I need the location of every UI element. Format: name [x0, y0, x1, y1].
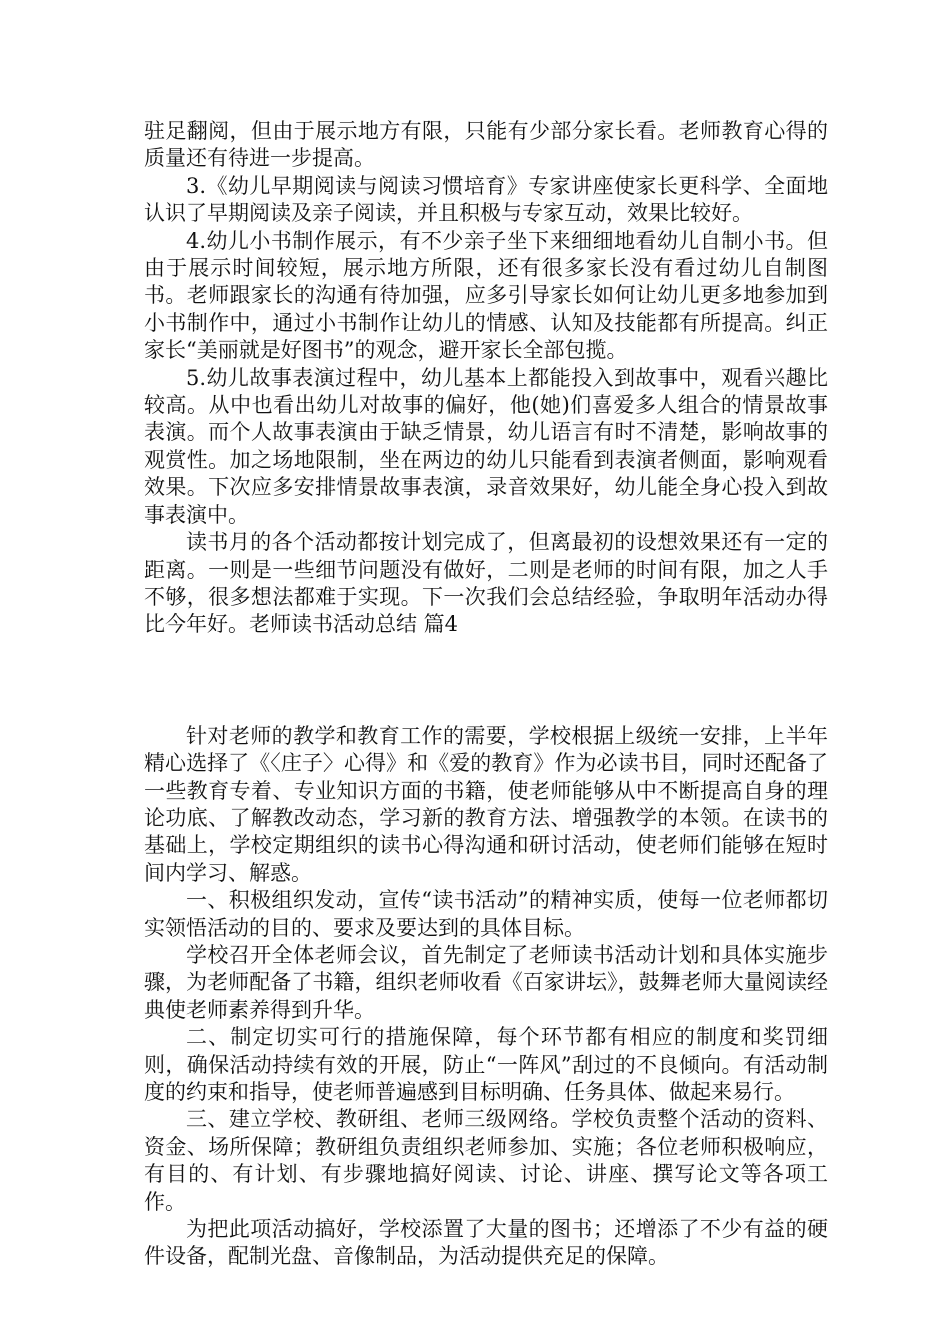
paragraph-point-3: 三、建立学校、教研组、老师三级网络。学校负责整个活动的资料、资金、场所保障；教研组负责组织老师参加、实施；各位老师积极响应，有目的、有计划、有步骤地搞好阅读、讨论、讲座、撰写论文等各项工作。 — [144, 1107, 828, 1214]
paragraph-point-2: 二、制定切实可行的措施保障，每个环节都有相应的制度和奖罚细则，确保活动持续有效的开展，防止“一阵风”刮过的不良倾向。有活动制度的约束和指导，使老师普遍感到目标明确、任务具体、做起来易行。 — [144, 1025, 828, 1104]
paragraph-continued: 驻足翻阅，但由于展示地方有限，只能有少部分家长看。老师教育心得的质量还有待进一步提高。 — [144, 119, 828, 171]
paragraph-resources: 为把此项活动搞好，学校添置了大量的图书；还增添了不少有益的硬件设备，配制光盘、音像制品，为活动提供充足的保障。 — [144, 1217, 828, 1269]
paragraph-item-5: 5.幼儿故事表演过程中，幼儿基本上都能投入到故事中，观看兴趣比较高。从中也看出幼儿对故事的偏好，他(她)们喜爱多人组合的情景故事表演。而个人故事表演由于缺乏情景，幼儿语言有时不清楚，影响故事的观赏性。加之场地限制，坐在两边的幼儿只能看到表演者侧面，影响观看效果。下次应多安排情景故事表演，录音效果好，幼儿能全身心投入到故事表演中。 — [144, 365, 828, 527]
paragraph-point-1: 一、积极组织发动，宣传“读书活动”的精神实质，使每一位老师都切实领悟活动的目的、要求及要达到的具体目标。 — [144, 888, 828, 940]
paragraph-item-3: 3.《幼儿早期阅读与阅读习惯培育》专家讲座使家长更科学、全面地认识了早期阅读及亲子阅读，并且积极与专家互动，效果比较好。 — [144, 173, 828, 226]
section-spacer — [144, 639, 828, 723]
paragraph-summary: 读书月的各个活动都按计划完成了，但离最初的设想效果还有一定的距离。一则是一些细节问题没有做好，二则是老师的时间有限，加之人手不够，很多想法都难于实现。下一次我们会总结经验，争取明年活动办得比今年好。老师读书活动总结 篇4 — [144, 530, 828, 637]
paragraph-item-4: 4.幼儿小书制作展示，有不少亲子坐下来细细地看幼儿自制小书。但由于展示时间较短，展示地方所限，还有很多家长没有看过幼儿自制图书。老师跟家长的沟通有待加强，应多引导家长如何让幼儿更多地参加到小书制作中，通过小书制作让幼儿的情感、认知及技能都有所提高。纠正家长“美丽就是好图书”的观念，避开家长全部包揽。 — [144, 228, 828, 363]
paragraph-intro: 针对老师的教学和教育工作的需要，学校根据上级统一安排，上半年精心选择了《〈庄子〉心得》和《爱的教育》作为必读书目，同时还配备了一些教育专着、专业知识方面的书籍，使老师能够从中不断提高自身的理论功底、了解教改动态，学习新的教育方法、增强教学的本领。在读书的基础上，学校定期组织的读书心得沟通和研讨活动，使老师们能够在短时间内学习、解惑。 — [144, 723, 828, 885]
document-page — [144, 118, 828, 1271]
paragraph-meeting: 学校召开全体老师会议，首先制定了老师读书活动计划和具体实施步骤，为老师配备了书籍，组织老师收看《百家讲坛》，鼓舞老师大量阅读经典使老师素养得到升华。 — [144, 942, 828, 1022]
section-article-4 — [144, 723, 828, 1271]
section-reflection — [144, 118, 828, 639]
